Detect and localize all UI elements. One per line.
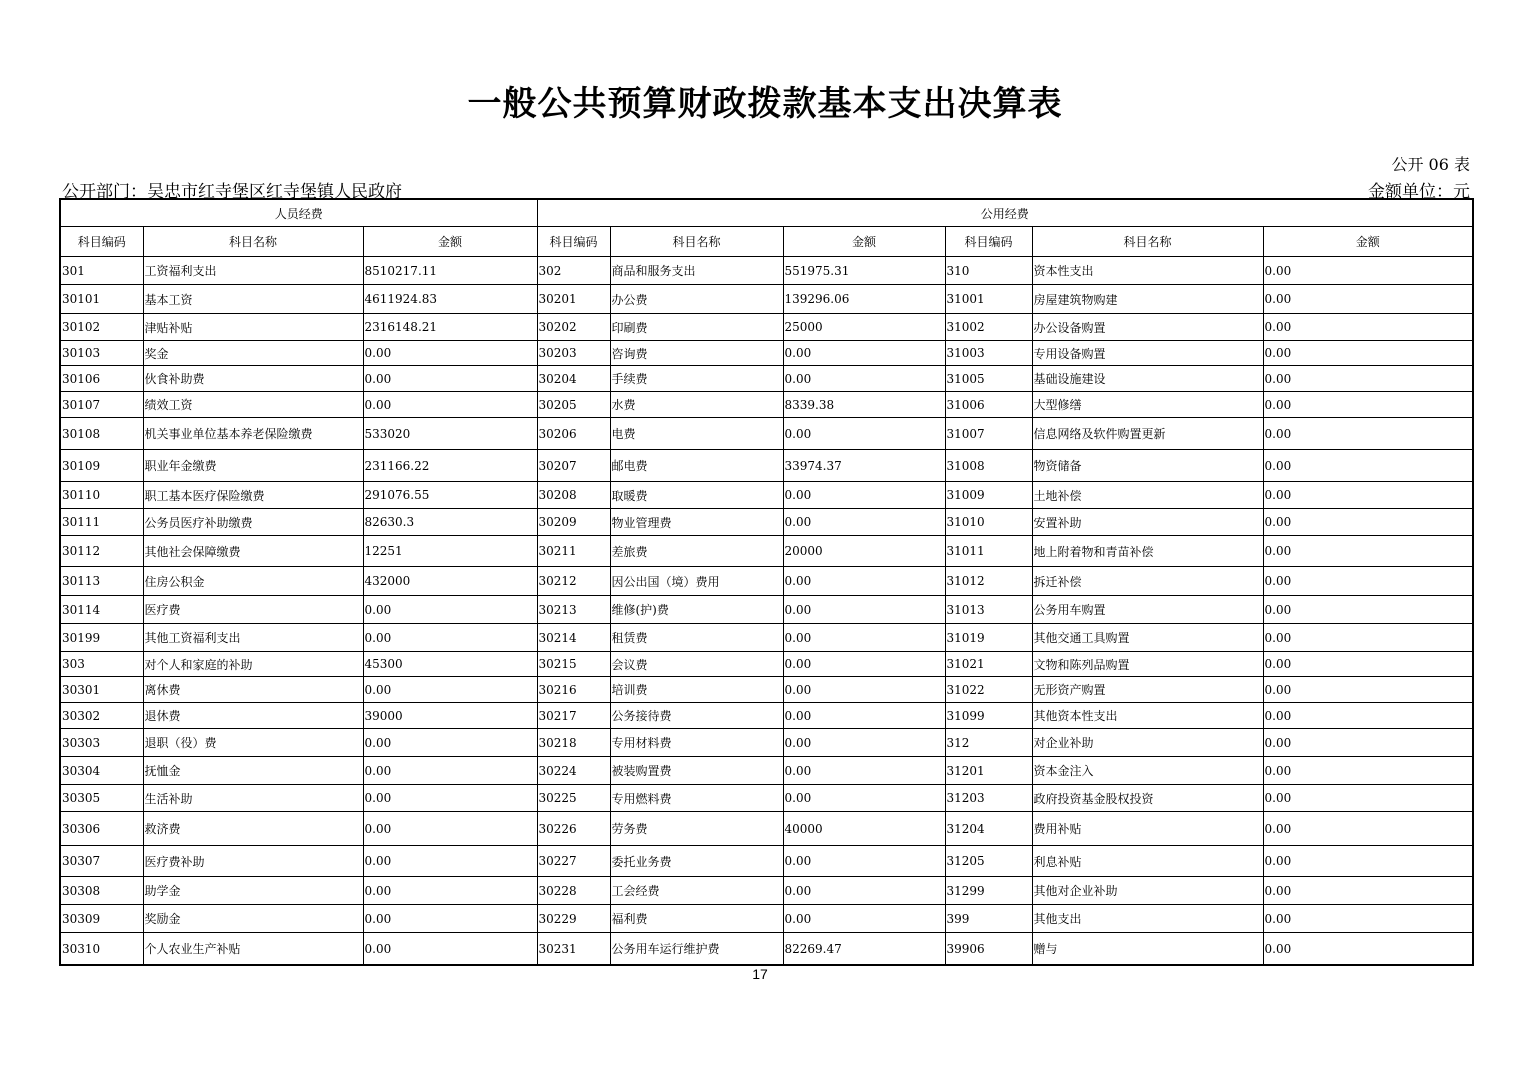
cell-amount: 0.00	[1263, 392, 1473, 418]
table-row	[60, 877, 1473, 905]
cell-amount: 0.00	[363, 596, 537, 624]
cell-code: 31203	[945, 785, 1032, 812]
cell-code: 31022	[945, 677, 1032, 703]
cell-name: 住房公积金	[143, 567, 363, 596]
cell-name: 公务接待费	[610, 703, 783, 729]
cell-name: 基本工资	[143, 285, 363, 314]
cell-name: 利息补贴	[1032, 846, 1263, 877]
table-row	[60, 729, 1473, 757]
cell-name: 职工基本医疗保险缴费	[143, 482, 363, 509]
cell-amount: 0.00	[783, 905, 945, 933]
cell-amount: 231166.22	[363, 450, 537, 482]
cell-code: 30303	[60, 729, 143, 757]
cell-amount: 0.00	[363, 757, 537, 785]
cell-name: 公务用车购置	[1032, 596, 1263, 624]
cell-name: 抚恤金	[143, 757, 363, 785]
cell-code: 30102	[60, 314, 143, 341]
cell-name: 对个人和家庭的补助	[143, 652, 363, 677]
cell-amount: 0.00	[783, 624, 945, 652]
cell-amount: 0.00	[1263, 624, 1473, 652]
table-row	[60, 933, 1473, 966]
cell-name: 维修(护)费	[610, 596, 783, 624]
cell-code: 31008	[945, 450, 1032, 482]
cell-name: 公务用车运行维护费	[610, 933, 783, 966]
cell-name: 咨询费	[610, 341, 783, 366]
cell-name: 退休费	[143, 703, 363, 729]
cell-amount: 0.00	[1263, 536, 1473, 567]
cell-code: 30308	[60, 877, 143, 905]
col-header-code: 科目编码	[945, 227, 1032, 257]
cell-name: 个人农业生产补贴	[143, 933, 363, 966]
cell-name: 赠与	[1032, 933, 1263, 966]
table-row	[60, 812, 1473, 846]
cell-name: 土地补偿	[1032, 482, 1263, 509]
col-header-code: 科目编码	[537, 227, 610, 257]
cell-name: 医疗费补助	[143, 846, 363, 877]
cell-name: 其他交通工具购置	[1032, 624, 1263, 652]
cell-amount: 0.00	[1263, 812, 1473, 846]
cell-code: 30218	[537, 729, 610, 757]
cell-code: 39906	[945, 933, 1032, 966]
cell-name: 因公出国（境）费用	[610, 567, 783, 596]
cell-amount: 0.00	[783, 652, 945, 677]
cell-name: 水费	[610, 392, 783, 418]
cell-name: 大型修缮	[1032, 392, 1263, 418]
cell-name: 福利费	[610, 905, 783, 933]
cell-name: 邮电费	[610, 450, 783, 482]
cell-code: 31007	[945, 418, 1032, 450]
cell-name: 安置补助	[1032, 509, 1263, 536]
cell-amount: 291076.55	[363, 482, 537, 509]
cell-amount: 0.00	[783, 418, 945, 450]
cell-name: 离休费	[143, 677, 363, 703]
expenditure-table	[59, 198, 1474, 966]
cell-name: 机关事业单位基本养老保险缴费	[143, 418, 363, 450]
cell-code: 30304	[60, 757, 143, 785]
col-header-name: 科目名称	[610, 227, 783, 257]
col-header-name: 科目名称	[1032, 227, 1263, 257]
cell-name: 会议费	[610, 652, 783, 677]
table-row	[60, 341, 1473, 366]
cell-code: 30227	[537, 846, 610, 877]
cell-name: 电费	[610, 418, 783, 450]
table-row	[60, 703, 1473, 729]
cell-name: 租赁费	[610, 624, 783, 652]
cell-code: 30108	[60, 418, 143, 450]
cell-code: 30216	[537, 677, 610, 703]
cell-amount: 39000	[363, 703, 537, 729]
cell-name: 专用燃料费	[610, 785, 783, 812]
cell-amount: 0.00	[783, 366, 945, 392]
cell-name: 生活补助	[143, 785, 363, 812]
cell-code: 31013	[945, 596, 1032, 624]
cell-code: 30305	[60, 785, 143, 812]
cell-code: 30203	[537, 341, 610, 366]
cell-amount: 0.00	[363, 905, 537, 933]
cell-amount: 0.00	[783, 341, 945, 366]
cell-code: 30229	[537, 905, 610, 933]
cell-name: 物资储备	[1032, 450, 1263, 482]
cell-amount: 0.00	[783, 757, 945, 785]
cell-amount: 0.00	[1263, 596, 1473, 624]
cell-amount: 25000	[783, 314, 945, 341]
cell-amount: 12251	[363, 536, 537, 567]
cell-amount: 0.00	[363, 933, 537, 966]
cell-code: 31201	[945, 757, 1032, 785]
cell-code: 30215	[537, 652, 610, 677]
cell-name: 对企业补助	[1032, 729, 1263, 757]
table-row	[60, 257, 1473, 285]
cell-amount: 0.00	[1263, 933, 1473, 966]
cell-code: 301	[60, 257, 143, 285]
cell-name: 文物和陈列品购置	[1032, 652, 1263, 677]
cell-amount: 0.00	[1263, 846, 1473, 877]
table-row	[60, 509, 1473, 536]
cell-amount: 0.00	[1263, 257, 1473, 285]
cell-name: 专用材料费	[610, 729, 783, 757]
cell-name: 其他支出	[1032, 905, 1263, 933]
cell-amount: 0.00	[1263, 509, 1473, 536]
cell-name: 地上附着物和青苗补偿	[1032, 536, 1263, 567]
cell-code: 30310	[60, 933, 143, 966]
cell-amount: 551975.31	[783, 257, 945, 285]
cell-name: 资本性支出	[1032, 257, 1263, 285]
col-header-amount: 金额	[783, 227, 945, 257]
cell-amount: 0.00	[363, 677, 537, 703]
cell-amount: 0.00	[363, 341, 537, 366]
cell-amount: 0.00	[363, 812, 537, 846]
cell-code: 31012	[945, 567, 1032, 596]
cell-name: 无形资产购置	[1032, 677, 1263, 703]
cell-name: 信息网络及软件购置更新	[1032, 418, 1263, 450]
cell-name: 物业管理费	[610, 509, 783, 536]
page-title: 一般公共预算财政拨款基本支出决算表	[467, 84, 1063, 124]
cell-code: 30212	[537, 567, 610, 596]
cell-amount: 0.00	[783, 567, 945, 596]
cell-amount: 0.00	[1263, 757, 1473, 785]
cell-code: 31011	[945, 536, 1032, 567]
cell-code: 30207	[537, 450, 610, 482]
cell-amount: 0.00	[363, 729, 537, 757]
col-header-name: 科目名称	[143, 227, 363, 257]
cell-amount: 0.00	[783, 509, 945, 536]
table-row	[60, 846, 1473, 877]
cell-amount: 82630.3	[363, 509, 537, 536]
table-row	[60, 677, 1473, 703]
cell-name: 其他工资福利支出	[143, 624, 363, 652]
cell-code: 30302	[60, 703, 143, 729]
cell-code: 31003	[945, 341, 1032, 366]
cell-amount: 0.00	[1263, 366, 1473, 392]
cell-code: 30201	[537, 285, 610, 314]
cell-amount: 0.00	[783, 482, 945, 509]
cell-amount: 4611924.83	[363, 285, 537, 314]
table-row	[60, 785, 1473, 812]
cell-name: 费用补贴	[1032, 812, 1263, 846]
cell-amount: 0.00	[1263, 285, 1473, 314]
cell-amount: 20000	[783, 536, 945, 567]
page-number: 17	[752, 966, 768, 982]
cell-name: 拆迁补偿	[1032, 567, 1263, 596]
cell-amount: 82269.47	[783, 933, 945, 966]
cell-name: 职业年金缴费	[143, 450, 363, 482]
cell-name: 奖金	[143, 341, 363, 366]
cell-amount: 0.00	[783, 729, 945, 757]
cell-code: 312	[945, 729, 1032, 757]
cell-name: 差旅费	[610, 536, 783, 567]
cell-code: 30224	[537, 757, 610, 785]
cell-code: 31299	[945, 877, 1032, 905]
cell-name: 手续费	[610, 366, 783, 392]
cell-amount: 0.00	[363, 392, 537, 418]
cell-code: 30113	[60, 567, 143, 596]
unit-label: 金额单位：元	[1368, 182, 1470, 202]
cell-name: 资本金注入	[1032, 757, 1263, 785]
cell-name: 专用设备购置	[1032, 341, 1263, 366]
cell-amount: 0.00	[783, 596, 945, 624]
cell-amount: 45300	[363, 652, 537, 677]
cell-name: 办公设备购置	[1032, 314, 1263, 341]
column-header-row	[60, 227, 1473, 257]
cell-code: 30217	[537, 703, 610, 729]
table-row	[60, 596, 1473, 624]
cell-name: 绩效工资	[143, 392, 363, 418]
cell-name: 取暖费	[610, 482, 783, 509]
cell-amount: 0.00	[1263, 785, 1473, 812]
table-row	[60, 450, 1473, 482]
cell-amount: 0.00	[1263, 729, 1473, 757]
cell-amount: 0.00	[783, 877, 945, 905]
cell-name: 退职（役）费	[143, 729, 363, 757]
table-row	[60, 285, 1473, 314]
cell-code: 30204	[537, 366, 610, 392]
section-personnel: 人员经费	[60, 199, 537, 227]
cell-code: 30110	[60, 482, 143, 509]
cell-name: 委托业务费	[610, 846, 783, 877]
cell-code: 30228	[537, 877, 610, 905]
col-header-amount: 金额	[1263, 227, 1473, 257]
cell-amount: 0.00	[1263, 314, 1473, 341]
cell-amount: 432000	[363, 567, 537, 596]
cell-amount: 533020	[363, 418, 537, 450]
cell-code: 30309	[60, 905, 143, 933]
table-row	[60, 652, 1473, 677]
cell-code: 31006	[945, 392, 1032, 418]
table-row	[60, 392, 1473, 418]
cell-name: 商品和服务支出	[610, 257, 783, 285]
cell-name: 房屋建筑物购建	[1032, 285, 1263, 314]
cell-amount: 0.00	[363, 624, 537, 652]
cell-name: 助学金	[143, 877, 363, 905]
cell-code: 30202	[537, 314, 610, 341]
cell-amount: 40000	[783, 812, 945, 846]
cell-code: 30107	[60, 392, 143, 418]
cell-amount: 0.00	[363, 366, 537, 392]
cell-code: 31019	[945, 624, 1032, 652]
cell-code: 30231	[537, 933, 610, 966]
cell-code: 30211	[537, 536, 610, 567]
cell-amount: 0.00	[1263, 703, 1473, 729]
cell-name: 工会经费	[610, 877, 783, 905]
cell-code: 30103	[60, 341, 143, 366]
table-row	[60, 366, 1473, 392]
cell-code: 30112	[60, 536, 143, 567]
cell-amount: 0.00	[1263, 418, 1473, 450]
cell-code: 399	[945, 905, 1032, 933]
table-row	[60, 567, 1473, 596]
cell-code: 30199	[60, 624, 143, 652]
cell-amount: 0.00	[1263, 677, 1473, 703]
cell-code: 31204	[945, 812, 1032, 846]
cell-amount: 0.00	[363, 785, 537, 812]
section-public: 公用经费	[537, 199, 1473, 227]
cell-amount: 0.00	[783, 703, 945, 729]
cell-amount: 0.00	[363, 877, 537, 905]
cell-code: 31205	[945, 846, 1032, 877]
cell-code: 302	[537, 257, 610, 285]
cell-code: 31001	[945, 285, 1032, 314]
table-row	[60, 757, 1473, 785]
form-number: 公开 06 表	[1391, 155, 1470, 174]
cell-code: 30114	[60, 596, 143, 624]
table-row	[60, 418, 1473, 450]
table-row	[60, 905, 1473, 933]
cell-code: 30106	[60, 366, 143, 392]
cell-code: 31002	[945, 314, 1032, 341]
cell-code: 30208	[537, 482, 610, 509]
cell-name: 印刷费	[610, 314, 783, 341]
cell-name: 基础设施建设	[1032, 366, 1263, 392]
cell-amount: 0.00	[1263, 905, 1473, 933]
cell-name: 其他对企业补助	[1032, 877, 1263, 905]
cell-amount: 8339.38	[783, 392, 945, 418]
cell-code: 30213	[537, 596, 610, 624]
cell-code: 31099	[945, 703, 1032, 729]
cell-code: 30101	[60, 285, 143, 314]
cell-code: 31005	[945, 366, 1032, 392]
table-row	[60, 314, 1473, 341]
cell-amount: 0.00	[363, 846, 537, 877]
cell-code: 30226	[537, 812, 610, 846]
cell-name: 劳务费	[610, 812, 783, 846]
cell-name: 工资福利支出	[143, 257, 363, 285]
cell-name: 伙食补助费	[143, 366, 363, 392]
table-row	[60, 624, 1473, 652]
cell-name: 公务员医疗补助缴费	[143, 509, 363, 536]
cell-code: 30225	[537, 785, 610, 812]
cell-amount: 0.00	[1263, 341, 1473, 366]
cell-name: 被装购置费	[610, 757, 783, 785]
cell-amount: 0.00	[1263, 652, 1473, 677]
cell-code: 31010	[945, 509, 1032, 536]
cell-code: 30306	[60, 812, 143, 846]
cell-name: 政府投资基金股权投资	[1032, 785, 1263, 812]
cell-code: 303	[60, 652, 143, 677]
cell-name: 其他资本性支出	[1032, 703, 1263, 729]
cell-code: 30206	[537, 418, 610, 450]
cell-amount: 0.00	[783, 846, 945, 877]
cell-code: 30205	[537, 392, 610, 418]
cell-name: 奖励金	[143, 905, 363, 933]
cell-amount: 2316148.21	[363, 314, 537, 341]
cell-code: 30301	[60, 677, 143, 703]
cell-code: 30111	[60, 509, 143, 536]
cell-amount: 8510217.11	[363, 257, 537, 285]
cell-name: 医疗费	[143, 596, 363, 624]
cell-code: 30109	[60, 450, 143, 482]
cell-amount: 0.00	[1263, 450, 1473, 482]
cell-name: 其他社会保障缴费	[143, 536, 363, 567]
cell-code: 31021	[945, 652, 1032, 677]
cell-amount: 0.00	[1263, 482, 1473, 509]
cell-code: 30214	[537, 624, 610, 652]
cell-code: 30307	[60, 846, 143, 877]
cell-amount: 0.00	[1263, 567, 1473, 596]
cell-amount: 0.00	[783, 677, 945, 703]
col-header-code: 科目编码	[60, 227, 143, 257]
cell-amount: 139296.06	[783, 285, 945, 314]
cell-name: 培训费	[610, 677, 783, 703]
cell-amount: 33974.37	[783, 450, 945, 482]
cell-code: 30209	[537, 509, 610, 536]
section-header-row	[60, 199, 1473, 227]
cell-name: 津贴补贴	[143, 314, 363, 341]
col-header-amount: 金额	[363, 227, 537, 257]
cell-amount: 0.00	[1263, 877, 1473, 905]
cell-amount: 0.00	[783, 785, 945, 812]
department-label: 公开部门：吴忠市红寺堡区红寺堡镇人民政府	[62, 182, 402, 202]
table-row	[60, 536, 1473, 567]
cell-code: 310	[945, 257, 1032, 285]
table-row	[60, 482, 1473, 509]
cell-name: 救济费	[143, 812, 363, 846]
cell-name: 办公费	[610, 285, 783, 314]
cell-code: 31009	[945, 482, 1032, 509]
